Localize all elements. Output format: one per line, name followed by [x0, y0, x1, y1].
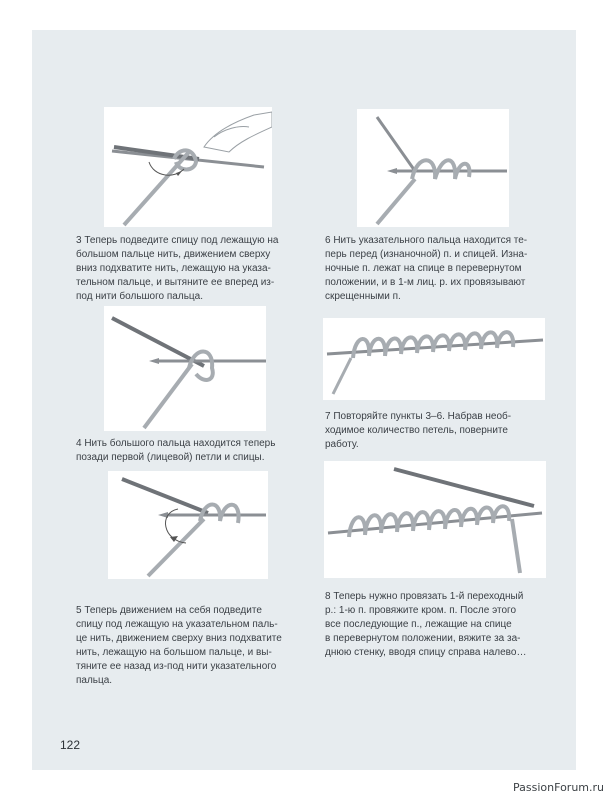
illustration-step-3	[104, 107, 272, 227]
caption-step-6: 6 Нить указательного пальца находится те- перь перед (изнаночной) п. и спицей. Изна- ночные п. лежат на спице в перевернутом положении, и в 1-м лиц. р. их провязывают скрещенными п.	[325, 235, 528, 302]
caption-step-5: 5 Теперь движением на себя подведите спицу под лежащую на указательном паль- це нить, движением сверху вниз подхватите нить, лежащую на большом пальце, и вы- тяните ее назад из-под нити указательного пальца.	[76, 605, 282, 686]
illustration-step-5	[108, 471, 268, 579]
caption-step-8: 8 Теперь нужно провязать 1-й переходный р.: 1-ю п. провяжите кром. п. После этого все последующие п., лежащие на спице в перевернутом положении, вяжите за за- днюю стенку, вводя спицу справа налево…	[325, 591, 527, 658]
illustration-step-8	[324, 461, 546, 578]
caption-step-7: 7 Повторяйте пункты 3–6. Набрав необ- ходимое количество петель, поверните работу.	[325, 411, 512, 450]
caption-step-4: 4 Нить большого пальца находится теперь позади первой (лицевой) петли и спицы.	[76, 438, 276, 463]
illustration-step-6	[357, 109, 509, 227]
caption-step-3: 3 Теперь подведите спицу под лежащую на большом пальце нить, движением сверху вниз подхватите нить, лежащую на указа- тельном пальце, и вытяните ее вперед из- под нити большого пальца.	[76, 235, 279, 302]
illustration-step-7	[323, 318, 545, 400]
page-number: 122	[60, 738, 81, 752]
watermark: PassionForum.ru	[513, 781, 604, 794]
illustration-step-4	[104, 306, 266, 431]
